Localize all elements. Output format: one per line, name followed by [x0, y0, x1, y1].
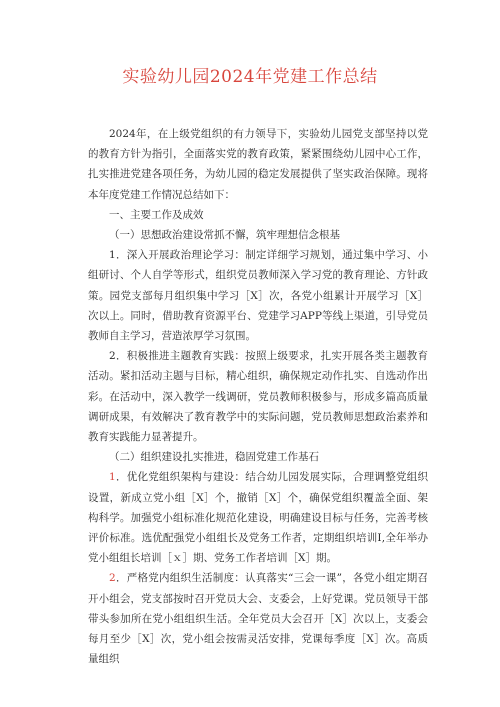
intro-paragraph: 2024年，在上级党组织的有力领导下，实验幼儿园党支部坚持以党的教育方针为指引，全面落实党的教育政策，紧紧围绕幼儿园中心工作，扎实推进党建各项任务，为幼儿园的稳定发展提供了坚实政治保障。现将本年度党建工作情况总结如下： [88, 128, 428, 201]
subsection-heading: （一）思想政治建设常抓不懈，筑牢理想信念根基 [109, 229, 340, 242]
document-body [88, 124, 428, 669]
item-text: ．严格党内组织生活制度：认真落实“三会一课”，各党小组定期召开小组会，党支部按时召开党员大会、支委会，上好党课。党员领导干部带头参加所在党小组组织生活。全年党员大会召开［X］次以上，支委会每月至少［X］次，党小组会按需灵活安排，党课每季度［X］次。高质量组织 [88, 572, 428, 666]
item-number: 1 [109, 471, 116, 484]
paragraph-item [88, 467, 428, 568]
section-heading: 一、主要工作及成效 [109, 208, 204, 221]
subsection-heading: （二）组织建设扎实推进，稳固党建工作基石 [109, 451, 319, 464]
paragraph-item [88, 568, 428, 669]
paragraph-item: 1．深入开展政治理论学习：制定详细学习规划，通过集中学习、小组研讨、个人自学等形式，组织党员教师深入学习党的教育理论、方针政策。园党支部每月组织集中学习［X］次，各党小组累计开展学习［X］次以上。同时，借助教育资源平台、党建学习APP等线上渠道，引导党员教师自主学习，营造浓厚学习氛围。 [88, 249, 428, 343]
paragraph-item: 2．积极推进主题教育实践：按照上级要求，扎实开展各类主题教育活动。紧扣活动主题与目标，精心组织，确保规定动作扎实、自选动作出彩。在活动中，深入教学一线调研，党员教师积极参与，形成多篇高质量调研成果，有效解决了教育教学中的实际问题，党员教师思想政治素养和教育实践能力显著提升。 [88, 350, 428, 444]
document-title: 实验幼儿园2024年党建工作总结 [122, 67, 378, 87]
item-number: 2 [109, 572, 116, 585]
item-text: ．优化党组织架构与建设：结合幼儿园发展实际，合理调整党组织设置，新成立党小组［X］个，撤销［X］个，确保党组织覆盖全面、架构科学。加强党小组标准化规范化建设，明确建设目标与任务，完善考核评价标准。选优配强党小组组长及党务工作者，定期组织培训Ⅰ,全年举办党小组组长培训［ｘ］期、党务工作者培训［X］期。 [88, 471, 428, 565]
